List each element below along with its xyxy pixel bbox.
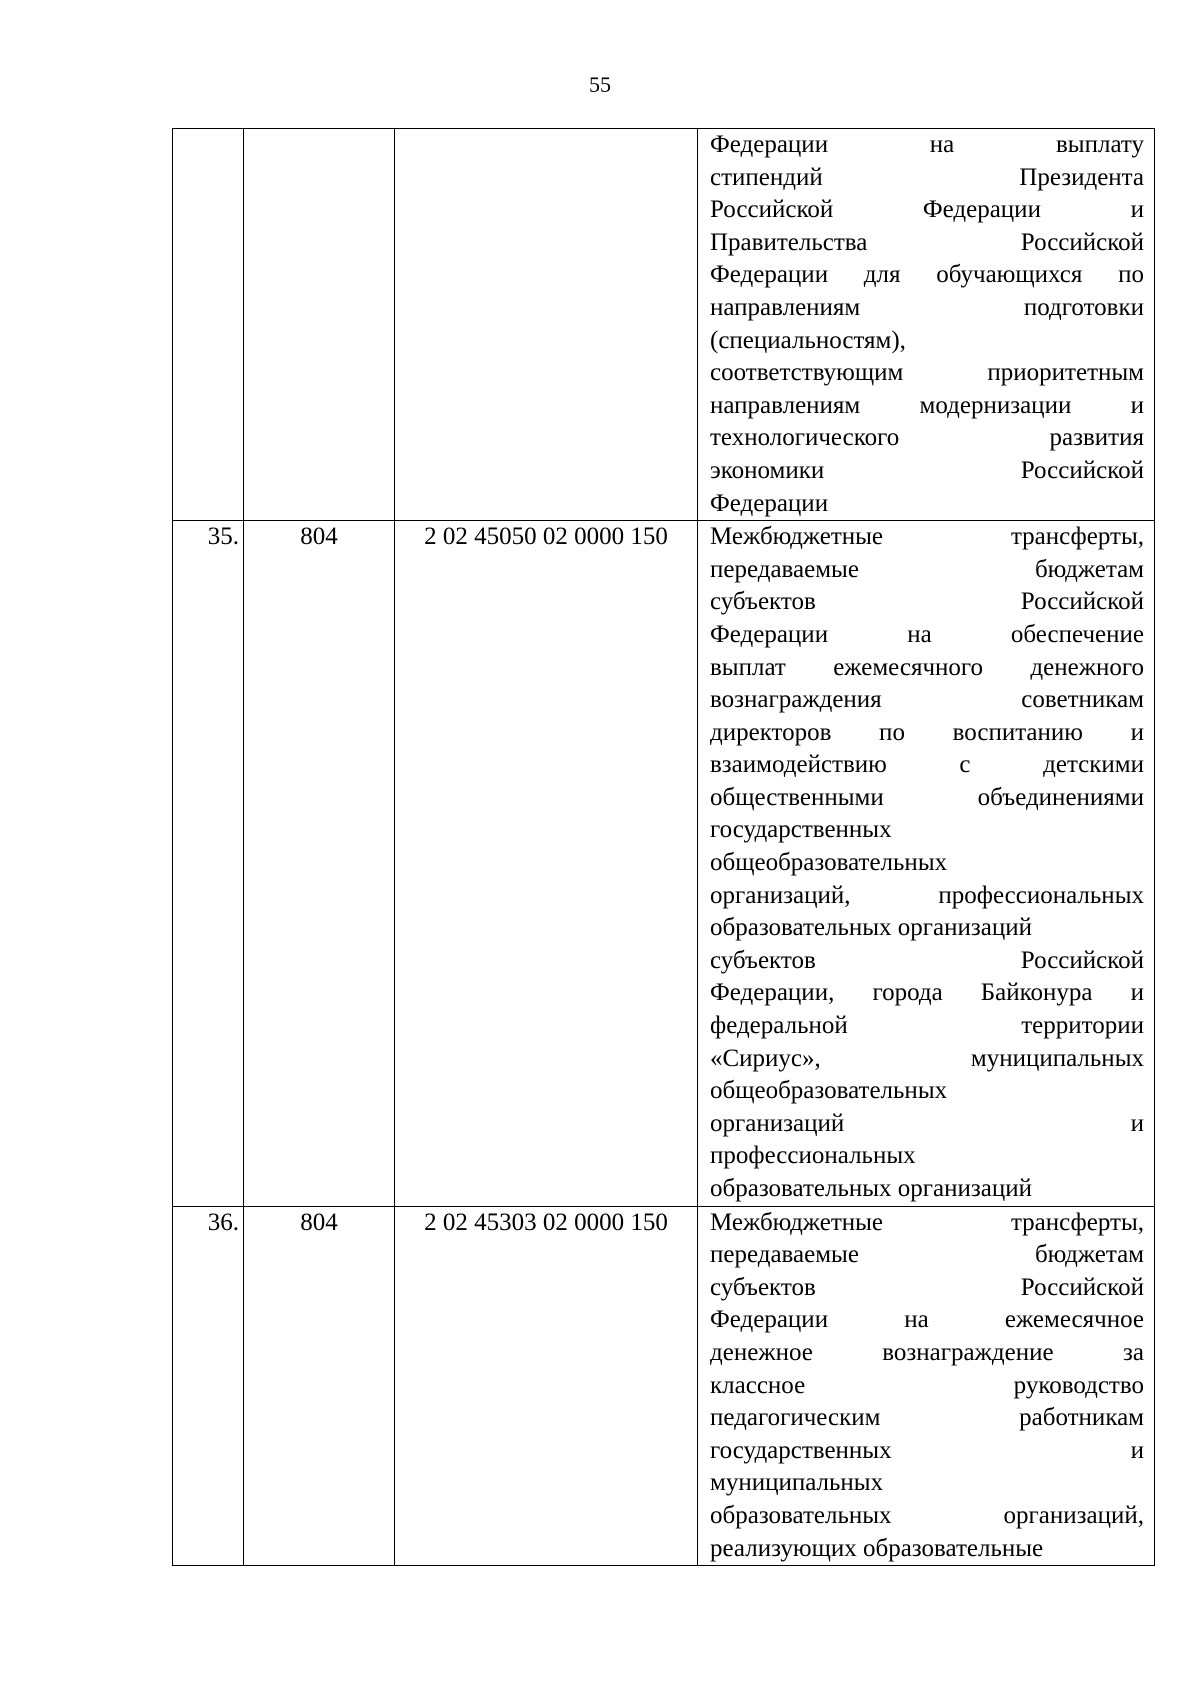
description-line: Межбюджетные трансферты, xyxy=(710,523,1144,551)
description-line: Федерации на ежемесячное xyxy=(710,1306,1144,1334)
income-description-cell xyxy=(698,1206,1155,1566)
description-line: технологического развития xyxy=(710,424,1144,452)
description-line: Федерации xyxy=(710,489,829,517)
description-line: стипендий Президента xyxy=(710,163,1144,191)
description-line: Правительства Российской xyxy=(710,228,1144,256)
description-line: Межбюджетные трансферты, xyxy=(710,1208,1144,1236)
description-line: Российской Федерации и xyxy=(710,196,1144,224)
description-line: государственных xyxy=(710,816,892,844)
administrator-code-cell xyxy=(244,129,395,521)
table-row xyxy=(173,521,1155,1206)
description-line: организаций, профессиональных xyxy=(710,881,1144,909)
table-row xyxy=(173,129,1155,521)
description-line: директоров по воспитанию и xyxy=(710,718,1144,746)
description-line: «Сириус», муниципальных xyxy=(710,1044,1144,1072)
description-line: образовательных организаций xyxy=(710,914,1033,942)
description-line: организаций и xyxy=(710,1109,1144,1137)
row-number-cell: 36. xyxy=(173,1206,244,1566)
description-line: образовательных организаций xyxy=(710,1175,1033,1202)
description-line: субъектов Российской xyxy=(710,588,1144,616)
description-line: выплат ежемесячного денежного xyxy=(710,653,1144,681)
description-line: Федерации, города Байконура и xyxy=(710,979,1144,1007)
description-line: (специальностям), xyxy=(710,326,906,354)
description-line: субъектов Российской xyxy=(710,946,1144,974)
description-line: педагогическим работникам xyxy=(710,1404,1144,1432)
description-line: субъектов Российской xyxy=(710,1273,1144,1301)
description-line: передаваемые бюджетам xyxy=(710,555,1144,583)
description-line: Федерации на обеспечение xyxy=(710,620,1144,648)
description-line: Федерации на выплату xyxy=(710,131,1144,158)
row-number-cell: 35. xyxy=(173,521,244,1206)
description-line: государственных и xyxy=(710,1436,1144,1464)
administrator-code-cell: 804 xyxy=(244,521,395,1206)
description-line: экономики Российской xyxy=(710,456,1144,484)
budget-table xyxy=(172,128,1155,1566)
description-line: передаваемые бюджетам xyxy=(710,1241,1144,1269)
description-line: направлениям модернизации и xyxy=(710,391,1144,419)
description-line: муниципальных xyxy=(710,1469,884,1497)
table-row xyxy=(173,1206,1155,1566)
description-line: общеобразовательных xyxy=(710,849,948,877)
description-line: профессиональных xyxy=(710,1142,916,1170)
administrator-code-cell: 804 xyxy=(244,1206,395,1566)
budget-classification-code-cell: 2 02 45303 02 0000 150 xyxy=(395,1206,698,1566)
row-number-cell xyxy=(173,129,244,521)
description-line: вознаграждения советникам xyxy=(710,686,1144,714)
income-description-cell xyxy=(698,129,1155,521)
description-line: федеральной территории xyxy=(710,1012,1144,1040)
income-description-cell xyxy=(698,521,1155,1206)
description-line: Федерации для обучающихся по xyxy=(710,261,1144,289)
budget-classification-code-cell: 2 02 45050 02 0000 150 xyxy=(395,521,698,1206)
budget-classification-code-cell xyxy=(395,129,698,521)
description-line: общеобразовательных xyxy=(710,1077,948,1105)
description-line: общественными объединениями xyxy=(710,783,1144,811)
description-line: денежное вознаграждение за xyxy=(710,1338,1144,1366)
description-line: взаимодействию с детскими xyxy=(710,751,1144,779)
description-line: реализующих образовательные xyxy=(710,1534,1044,1562)
description-line: направлениям подготовки xyxy=(710,293,1144,321)
description-line: классное руководство xyxy=(710,1371,1144,1399)
description-line: образовательных организаций, xyxy=(710,1501,1144,1529)
description-line: соответствующим приоритетным xyxy=(710,359,1144,387)
page-number: 55 xyxy=(589,72,611,97)
